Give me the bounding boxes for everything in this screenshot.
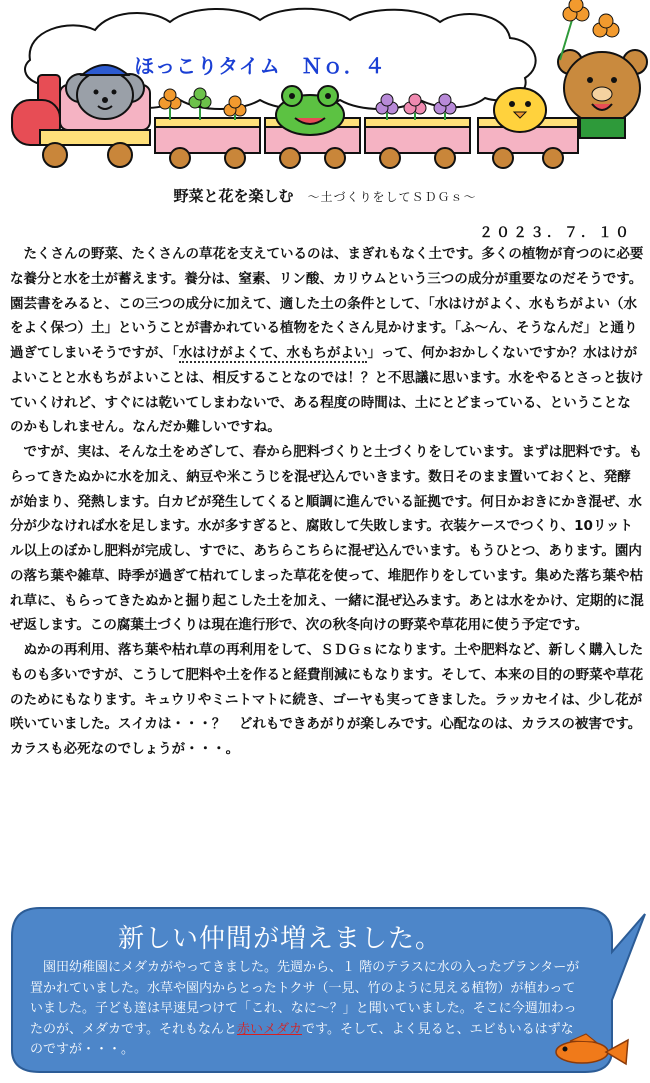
- emphasized-phrase: 水はけがよくて、水もちがよい: [178, 345, 368, 361]
- bubble-body: [30, 958, 586, 1061]
- article-heading: 野菜と花を楽しむ: [173, 187, 294, 205]
- train-car-1: [155, 118, 260, 153]
- paragraph-1-part-b: 」って、何かおかしくないですか？水はけがよいことと水もちがよいことは、相反することなのでは！？と不思議に思います。水をやるとさっと抜けていくけれど、すぐには乾いてしまわないで、ある程度の時間は、土にとどまっている、ということなのかもしれません。なんだか難しいですね。: [10, 345, 644, 436]
- article-date: ２０２３．７．１０: [479, 225, 632, 241]
- bubble-text-part-a: 園田幼稚園にメダカがやってきました。先週から、１ 階のテラスに水の入ったプランターが置かれていました。水草や園内からとったトクサ（一見、竹のように見える植物）が植わっていました。子ども達は早速見つけて「これ、なに～？」と聞いていました。そこに今週加わったのが、メダカです。それもなんと: [30, 960, 580, 1037]
- article-heading-line: [0, 185, 650, 206]
- article-body: [10, 242, 644, 762]
- paragraph-1-part-a: たくさんの野菜、たくさんの草花を支えているのは、まぎれもなく土です。多くの植物が育つのに必要な養分と水を土が蓄えます。養分は、窒素、リン酸、カリウムという三つの成分が重要なのだそうです。園芸書をみると、この三つの成分に加えて、適した土の条件として、「水はけがよく、水もちがよい（水をよく保つ）土」ということが書かれている植物をたくさん見かけます。「ふ～ん、そうなんだ」と通り過ぎてしまいそうですが、「: [10, 246, 644, 361]
- paragraph-1: [10, 242, 644, 440]
- newsletter-title: ほっこりタイム Ｎｏ．４: [134, 54, 386, 78]
- article-subheading: ～土づくりをしてＳＤＧｓ～: [307, 190, 477, 204]
- red-medaka-phrase: 赤いメダカ: [236, 1021, 302, 1037]
- paragraph-3: ぬかの再利用、落ち葉や枯れ草の再利用をして、ＳＤＧｓになります。土や肥料など、新しく購入したものも多いですが、こうして肥料や土を作ると経費削減にもなります。そして、本来の目的の野菜や草花のためにもなります。キュウリやミニトマトに続き、ゴーヤも実ってきました。ラッカセイは、少し花が咲いていました。スイカは・・・？ どれもできあがりが楽しみです。心配なのは、カラスの被害です。カラスも必死なのでしょうが・・・。: [10, 642, 644, 757]
- header-illustration: [0, 0, 650, 175]
- chick-character: [494, 88, 546, 132]
- train-car-3: [365, 118, 470, 153]
- bubble-text-part-b: です。そして、よく見ると、エビもいるはずなのですが・・・。: [30, 1021, 574, 1057]
- bubble-title: 新しい仲間が増えました。: [118, 924, 443, 954]
- paragraph-2: ですが、実は、そんな土をめざして、春から肥料づくりと土づくりをしています。まずは肥料です。もらってきたぬかに水を加え、納豆や米こうじを混ぜ込んでいきます。数日そのまま置いておくと、発酵が始まり、発熱します。白カビが発生してくると順調に進んでいる証拠です。何日かおきにかき混ぜ、水分が少なければ水を足します。水が多すぎると、腐敗して失敗します。衣装ケースでつくり、10リットル以上のぼかし肥料が完成し、すでに、あちらこちらに混ぜ込んでいます。もうひとつ、あります。園内の落ち葉や雑草、時季が過ぎて枯れてしまった草花を使って、堆肥作りをしています。集めた落ち葉や枯れ草に、もらってきたぬかと掘り起こした土を加え、一緒に混ぜ込みます。あとは水をかけ、定期的に混ぜ返します。この腐葉土づくりは現在進行形で、次の秋冬向けの野菜や草花用に使う予定です。: [10, 444, 644, 634]
